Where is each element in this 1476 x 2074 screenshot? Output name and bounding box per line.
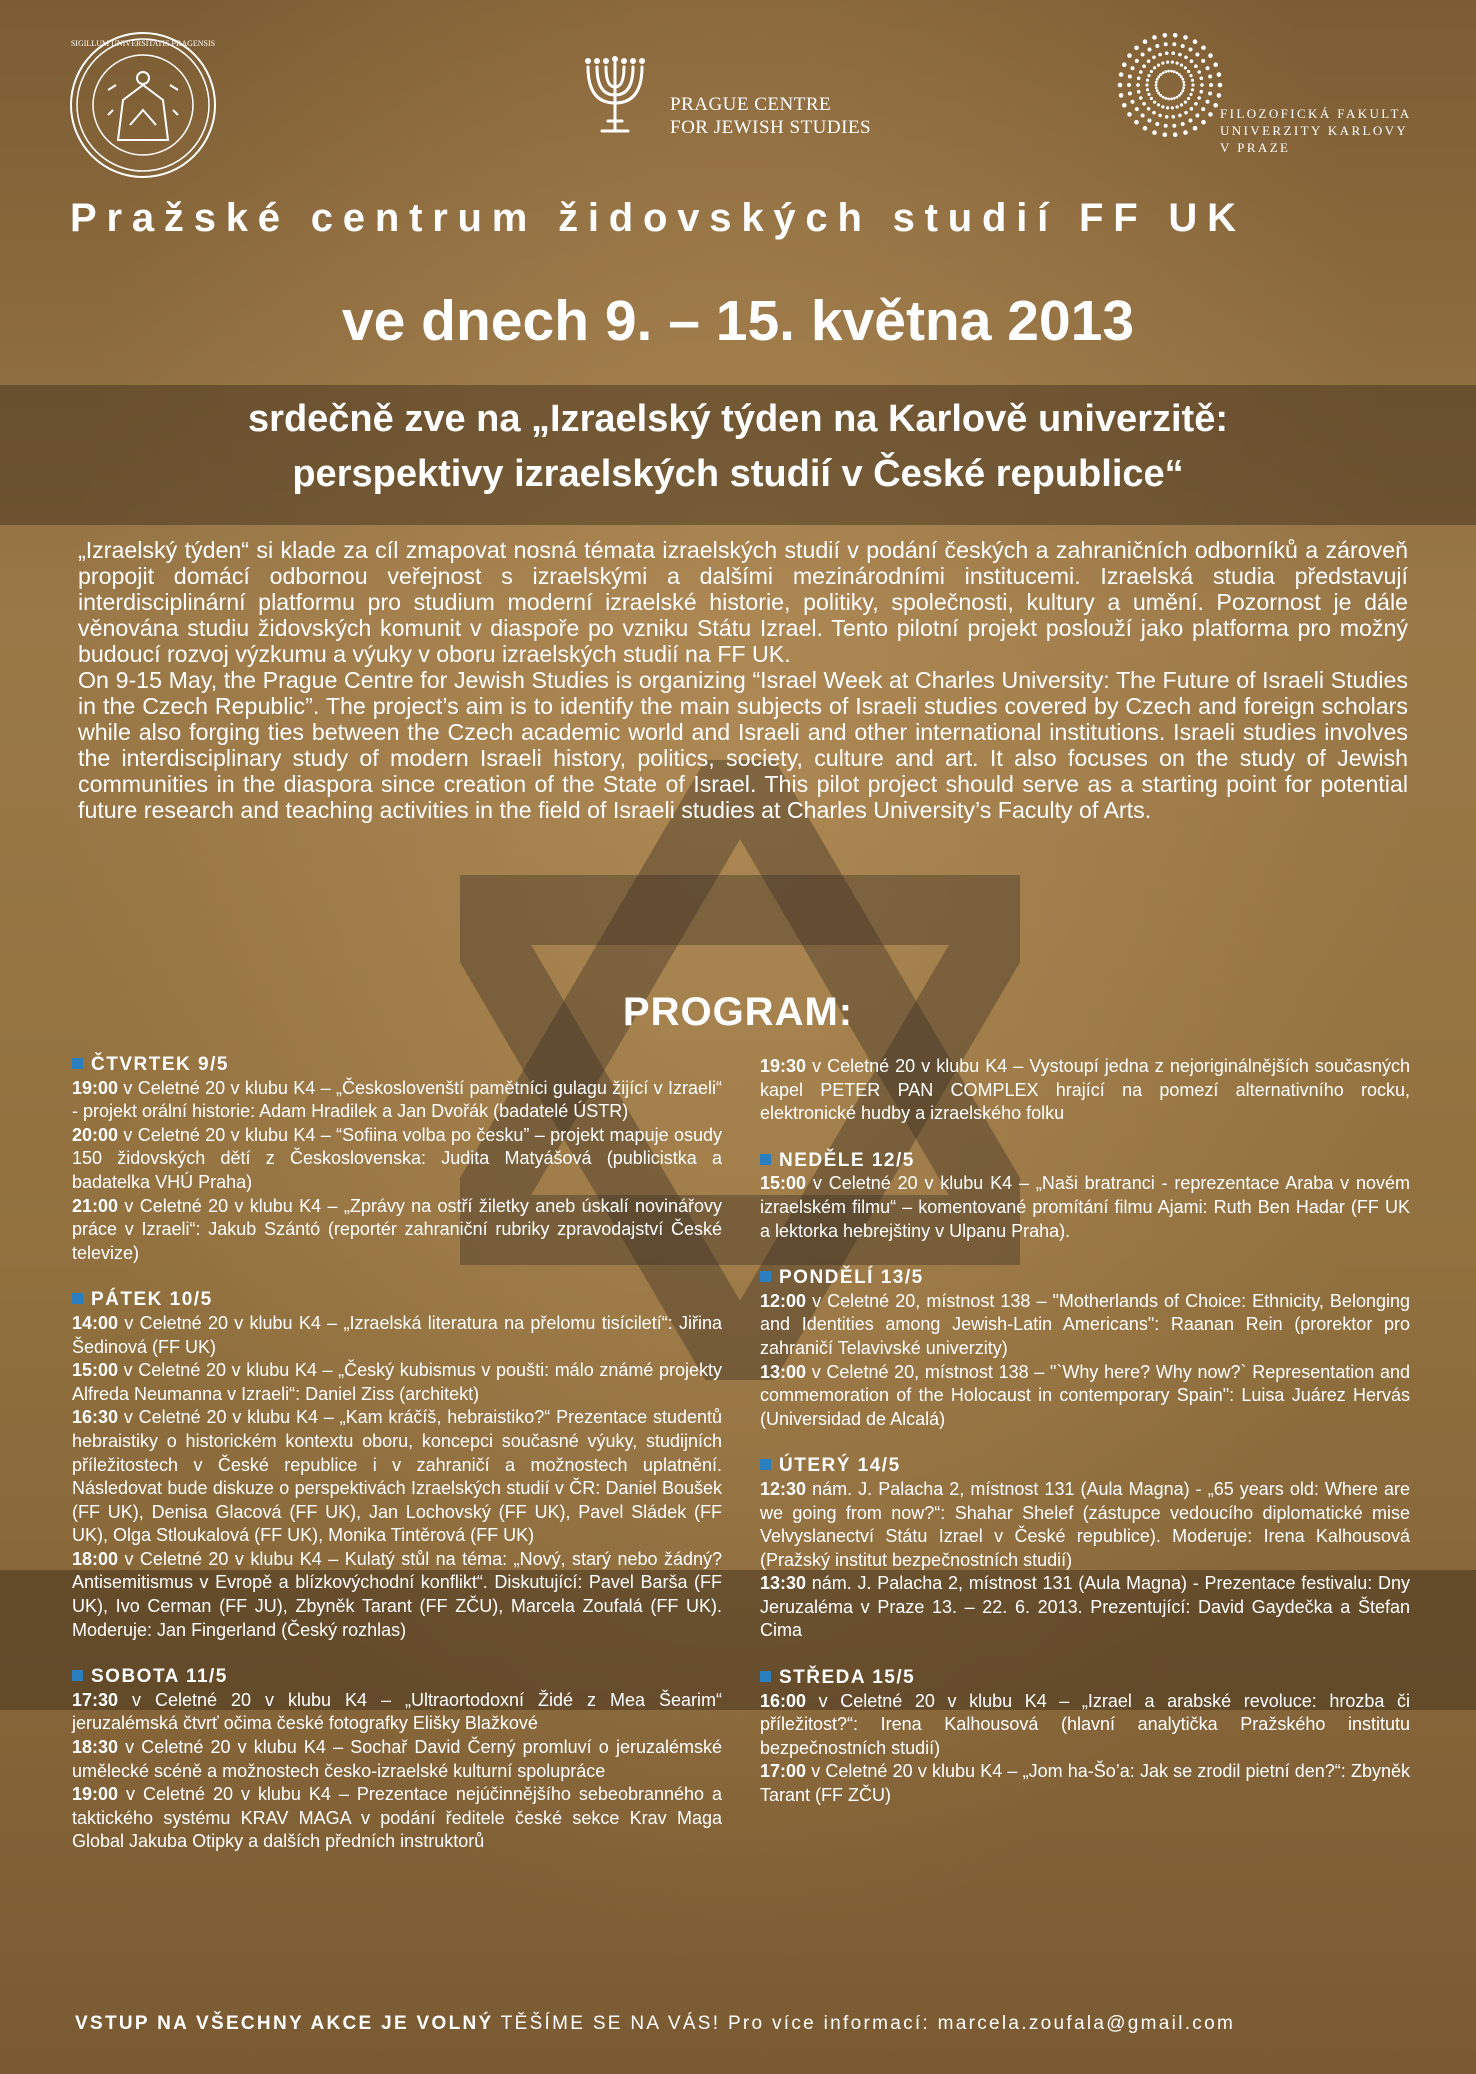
logo-dot xyxy=(1157,75,1160,78)
square-bullet-icon xyxy=(72,1293,83,1304)
program-event: 13:00 v Celetné 20, místnost 138 – "`Why here? Why now?` Representation and commemoration of the Holocaust in contemporary Spain": Luisa Juárez Hervás (Universidad de Alcalá) xyxy=(760,1361,1410,1429)
logo-dot xyxy=(1194,102,1198,106)
logo-dot xyxy=(1147,93,1150,96)
logo-dot xyxy=(1155,44,1159,48)
logo-dot xyxy=(1197,70,1201,74)
footer-free-entry: VSTUP NA VŠECHNY AKCE JE VOLNÝ xyxy=(75,2013,494,2034)
logo-dot xyxy=(1166,61,1169,64)
logo-dot xyxy=(1193,39,1198,44)
logo-dot xyxy=(1197,96,1201,100)
logo-dot xyxy=(1176,72,1179,75)
logo-dot xyxy=(1182,81,1185,84)
logo-dot xyxy=(1139,96,1143,100)
logo-dot xyxy=(1122,62,1127,67)
logo-dot xyxy=(1128,75,1132,79)
logo-dot xyxy=(1163,132,1168,137)
logo-dot xyxy=(1119,93,1124,98)
logo-dot xyxy=(1191,79,1194,82)
logo-dot xyxy=(1217,72,1222,77)
invite-title-line-2: perspektivy izraelských studií v České republice“ xyxy=(292,453,1184,495)
logo-dot xyxy=(1156,89,1159,92)
logo-dot xyxy=(1164,70,1167,73)
program-event: 19:00 v Celetné 20 v klubu K4 – „Českoslovenští pamětníci gulagu žijící v Izraeli“ - projekt orální historie: Adam Hradilek a Jan Dvořák (badatelé ÚSTR) xyxy=(72,1077,722,1122)
logo-dot xyxy=(1208,112,1213,117)
logo-dot xyxy=(1181,122,1185,126)
logo-dot xyxy=(1182,87,1185,90)
logo-dot xyxy=(1187,70,1190,73)
day-heading-saturday: SOBOTA 11/5 xyxy=(72,1665,722,1689)
logo-dot xyxy=(1180,92,1183,95)
program-title: PROGRAM: xyxy=(622,990,854,1034)
logo-dot xyxy=(1155,122,1159,126)
ff-logo-text xyxy=(1220,105,1412,156)
invite-title-line-1: srdečně zve na „Izraelský týden na Karlově univerzitě: xyxy=(248,398,1228,440)
logo-dot xyxy=(1147,74,1150,77)
logo-dot xyxy=(1195,53,1199,57)
logo-dot xyxy=(1157,103,1160,106)
logo-dot xyxy=(1146,79,1149,82)
square-bullet-icon xyxy=(760,1671,771,1682)
logo-dot xyxy=(1183,35,1188,40)
logo-dot xyxy=(1184,101,1187,104)
logo-dot xyxy=(1184,56,1188,60)
logo-dot xyxy=(1148,119,1152,123)
intro-english: On 9-15 May, the Prague Centre for Jewish Studies is organizing “Israel Week at Charles University: The Future of Israeli Studies in the Czech Republic”. The project’s aim is to identify the main subjects of Israeli studies covered by Czech and foreign scholars while also forging ties between the Czech academic world and Israeli and other international institutions. Israeli studies involves the interdisciplinary study of modern Israeli history, politics, society, culture and art. It also focuses on the study of Jewish communities in the diaspora since creation of the State of Israel. This pilot project should serve as a starting point for potential future research and teaching activities in the field of Israeli studies at Charles University’s Faculty of Arts. xyxy=(78,667,1408,823)
invite-title xyxy=(40,392,1436,502)
logo-dot xyxy=(1127,83,1131,87)
program-event: 15:00 v Celetné 20 v klubu K4 – „Naši bratranci - reprezentace Araba v novém izraelském filmu“ – komentované promítání filmu Ajami: Ruth Ben Hadar (FF UK a lektorka hebrejštiny v Ulpanu Praha). xyxy=(760,1173,1410,1241)
logo-dot xyxy=(1134,46,1139,51)
logo-dot xyxy=(1153,66,1156,69)
day-heading-friday: PÁTEK 10/5 xyxy=(72,1288,722,1312)
logo-dot xyxy=(1166,106,1169,109)
logo-dot xyxy=(1213,103,1218,108)
logo-dot xyxy=(1147,107,1151,111)
logo-dot xyxy=(1200,77,1204,81)
logo-dot xyxy=(1172,51,1176,55)
logo-dot xyxy=(1176,105,1179,108)
day-heading-tuesday: ÚTERÝ 14/5 xyxy=(760,1454,1410,1478)
logo-dot xyxy=(1150,97,1153,100)
logo-dot xyxy=(1173,97,1176,100)
logo-dot xyxy=(1156,78,1159,81)
logo-dot xyxy=(1201,120,1206,125)
program-event: 15:00 v Celetné 20 v klubu K4 – „Český kubismus v poušti: málo známé projekty Alfreda Neumanna v Izraeli“: Daniel Ziss (architekt) xyxy=(72,1360,722,1404)
logo-dot xyxy=(1190,107,1194,111)
day-heading-monday: PONDĚLÍ 13/5 xyxy=(760,1266,1410,1290)
logo-dot xyxy=(1173,132,1178,137)
logo-dot xyxy=(1178,94,1181,97)
logo-dot xyxy=(1152,35,1157,40)
logo-dot xyxy=(1170,70,1173,73)
program-event: 19:30 v Celetné 20 v klubu K4 – Vystoupí jedna z nejoriginálnějších současných kapel PETER PAN COMPLEX hrající na pomezí alternativního rocku, elektronické hudby a izraelského folku xyxy=(760,1056,1410,1124)
logo-dot xyxy=(1165,115,1169,119)
logo-dot xyxy=(1194,64,1198,68)
logo-dot xyxy=(1118,83,1123,88)
logo-dot xyxy=(1162,96,1165,99)
logo-dot xyxy=(1187,97,1190,100)
logo-dot xyxy=(1135,59,1139,63)
logo-dot xyxy=(1134,120,1139,125)
program-event: 21:00 v Celetné 20 v klubu K4 – „Zprávy na ostří žiletky aneb úskalí novinářovy práce v Izraeli“: Jakub Szántó (reportér zahraniční rubriky zpravodajství České televize) xyxy=(72,1195,722,1263)
logo-dot xyxy=(1142,64,1146,68)
program-event: 18:00 v Celetné 20 v klubu K4 – Kulatý stůl na téma: „Nový, starý nebo žádný? Antisemitismus v Evropě a blízkovýchodní konflikt“. Diskutující: Pavel Barša (FF UK), Ivo Cerman (FF JU), Zbyněk Tarant (FF ZČU), Marcela Zoufalá (FF UK). Moderuje: Jan Fingerland (Český rozhlas) xyxy=(72,1548,722,1640)
logo-dot xyxy=(1158,53,1162,57)
logo-dot xyxy=(1184,111,1188,115)
logo-dot xyxy=(1137,90,1141,94)
logo-dot xyxy=(1173,70,1176,73)
logo-dot xyxy=(1195,114,1199,118)
logo-dot xyxy=(1153,101,1156,104)
logo-dot xyxy=(1200,90,1204,94)
logo-dot xyxy=(1213,62,1218,67)
date-title: ve dnech 9. – 15. května 2013 xyxy=(341,289,1135,353)
program-column-right xyxy=(760,1055,1410,1808)
logo-dot xyxy=(1201,107,1205,111)
program-event: 19:00 v Celetné 20 v klubu K4 – Prezentace nejúčinnějšího sebeobranného a taktického systému KRAV MAGA v podání ředitele české sekce Krav Maga Global Jakuba Otipky a dalších předních instruktorů xyxy=(72,1784,722,1852)
logo-dot xyxy=(1171,61,1174,64)
ff-logo-line-1: FILOZOFICKÁ FAKULTA xyxy=(1220,106,1412,121)
square-bullet-icon xyxy=(760,1271,771,1282)
program-event: 17:00 v Celetné 20 v klubu K4 – „Jom ha-Šo’a: Jak se zrodil pietní den?“: Zbyněk Tarant (FF ZČU) xyxy=(760,1761,1410,1806)
program-event: 20:00 v Celetné 20 v klubu K4 – “Sofiina volba po česku” – projekt mapuje osudy 150 židovských dětí z Československa: Judita Matyášová (publicistka a badatelka VHÚ Praha) xyxy=(72,1124,722,1192)
radiating-dots-icon xyxy=(1115,30,1225,140)
logo-dot xyxy=(1165,51,1169,55)
logo-dot xyxy=(1171,106,1174,109)
logo-dot xyxy=(1190,59,1194,63)
logo-dot xyxy=(1146,88,1149,91)
logo-dot xyxy=(1167,70,1170,73)
logo-dot xyxy=(1136,83,1140,87)
square-bullet-icon xyxy=(760,1154,771,1165)
logo-dot xyxy=(1178,73,1181,76)
logo-dot xyxy=(1135,107,1139,111)
logo-dot xyxy=(1193,126,1198,131)
logo-dot xyxy=(1208,92,1212,96)
logo-dot xyxy=(1206,66,1210,70)
program-column-left xyxy=(72,1053,722,1854)
logo-dot xyxy=(1178,53,1182,57)
logo-dot xyxy=(1143,39,1148,44)
logo-dot xyxy=(1152,130,1157,135)
footer xyxy=(75,2013,1415,2035)
logo-dot xyxy=(1172,124,1176,128)
pcjs-logo-text xyxy=(670,93,871,139)
logo-dot xyxy=(1141,114,1145,118)
program-event: 18:30 v Celetné 20 v klubu K4 – Sochař David Černý promluví o jeruzalémské umělecké scéně a možnostech česko-izraelské kulturní spolupráce xyxy=(72,1737,722,1781)
logo-dot xyxy=(1142,102,1146,106)
logo-dot xyxy=(1176,96,1179,99)
logo-dot xyxy=(1131,100,1135,104)
program-event: 16:30 v Celetné 20 v klubu K4 – „Kam kráčíš, hebraistiko?“ Prezentace studentů hebraistiky o historickém kontextu oboru, koncepci současné výuky, studijních příležitostech v České republice i v zahraničí a možnostech uplatnění. Následovat bude diskuze o perspektivách Izraelských studií v ČR: Daniel Boušek (FF UK), Denisa Glacová (FF UK), Jan Lochovský (FF UK), Pavel Sládek (FF UK), Olga Stloukalová (FF UK), Monika Tintěrová (FF UK) xyxy=(72,1407,722,1546)
intro-czech: „Izraelský týden“ si klade za cíl zmapovat nosná témata izraelských studií v podání českých a zahraničních odborníků a zároveň propojit domácí odbornou veřejnost s izraelskými a dalšími mezinárodními institucemi. Izraelská studia představují interdisciplinární platformu pro studium moderní izraelské historie, politiky, společnosti, kultury a umění. Pozornost je dále věnována studiu židovských komunit v diaspoře po vzniku Státu Izrael. Tento pilotní projekt poslouží jako platforma pro možný budoucí rozvoj výzkumu a výuky v oboru izraelských studií na FF UK. xyxy=(78,537,1408,667)
day-heading-sunday: NEDĚLE 12/5 xyxy=(760,1149,1410,1173)
logo-dot xyxy=(1176,62,1179,65)
logo-dot xyxy=(1208,53,1213,58)
logo-dot xyxy=(1157,92,1160,95)
logo-dot xyxy=(1189,74,1192,77)
logo-dot xyxy=(1181,44,1185,48)
logo-dot xyxy=(1183,84,1186,87)
logo-dot xyxy=(1191,88,1194,91)
ff-uk-logo xyxy=(1115,30,1445,160)
logo-dot xyxy=(1184,66,1187,69)
logo-dot xyxy=(1131,66,1135,70)
logo-dot xyxy=(1127,53,1132,58)
logo-dot xyxy=(1155,81,1158,84)
logo-dot xyxy=(1164,124,1168,128)
logo-dot xyxy=(1172,42,1176,46)
logo-dot xyxy=(1173,33,1178,38)
logo-dot xyxy=(1161,105,1164,108)
logo-dot xyxy=(1128,92,1132,96)
logo-dot xyxy=(1201,46,1206,51)
logo-dot xyxy=(1217,93,1222,98)
pcjs-logo xyxy=(580,55,920,145)
logo-dot xyxy=(1139,70,1143,74)
program-event: 17:30 v Celetné 20 v klubu K4 – „Ultraortodoxní Židé z Mea Šearim“ jeruzalémská čtvrť očima české fotografky Elišky Blažkové xyxy=(72,1689,722,1734)
centre-title: Pražské centrum židovských studií FF UK xyxy=(70,196,1246,240)
day-heading-thursday: ČTVRTEK 9/5 xyxy=(72,1053,722,1077)
logo-dot xyxy=(1147,59,1151,63)
logo-dot xyxy=(1180,64,1183,67)
logo-dot xyxy=(1161,62,1164,65)
logo-dot xyxy=(1189,93,1192,96)
ff-logo-line-2: UNIVERZITY KARLOVY xyxy=(1220,123,1409,138)
logo-dot xyxy=(1152,56,1156,60)
square-bullet-icon xyxy=(760,1459,771,1470)
university-seal-icon xyxy=(68,30,218,180)
logo-dot xyxy=(1181,78,1184,81)
logo-dot xyxy=(1122,103,1127,108)
logo-dot xyxy=(1143,126,1148,131)
logo-dot xyxy=(1178,114,1182,118)
logo-dot xyxy=(1180,103,1183,106)
logo-dot xyxy=(1167,98,1170,101)
menorah-icon xyxy=(580,55,650,139)
logo-dot xyxy=(1163,33,1168,38)
logo-dot xyxy=(1170,98,1173,101)
logo-dot xyxy=(1148,48,1152,52)
logo-dot xyxy=(1159,94,1162,97)
logo-dot xyxy=(1137,77,1141,81)
logo-dot xyxy=(1164,97,1167,100)
program-event: 13:30 nám. J. Palacha 2, místnost 131 (Aula Magna) - Prezentace festivalu: Dny Jeruzaléma v Praze 13. – 22. 6. 2013. Prezentující: David Gaydečka a Štefan Cima xyxy=(760,1573,1410,1641)
logo-dot xyxy=(1127,112,1132,117)
logo-dot xyxy=(1119,72,1124,77)
logo-dot xyxy=(1181,89,1184,92)
seal-text: SIGILLUM UNIVERSITATIS PRAGENSIS xyxy=(70,39,216,48)
logo-dot xyxy=(1189,48,1193,52)
logo-dot xyxy=(1159,73,1162,76)
logo-dot xyxy=(1189,119,1193,123)
program-event: 12:30 nám. J. Palacha 2, místnost 131 (Aula Magna) - „65 years old: Where are we going from now?“: Shahar Shelef (zástupce vedoucího diplomatické mise Velvyslanectví Státu Izrael v České republice). Moderuje: Irena Kalhousová (Pražský institut bezpečnostních studií) xyxy=(760,1478,1410,1570)
logo-dot xyxy=(1201,59,1205,63)
logo-dot xyxy=(1172,115,1176,119)
logo-dot xyxy=(1191,83,1194,86)
program-event: 16:00 v Celetné 20 v klubu K4 – „Izrael a arabské revoluce: hrozba či příležitost?“: Irena Kalhousová (hlavní analytička Pražského institutu bezpečnostních studií) xyxy=(760,1690,1410,1758)
logo-dot xyxy=(1150,70,1153,73)
logo-dot xyxy=(1180,75,1183,78)
ff-logo-line-3: V PRAZE xyxy=(1220,140,1291,155)
logo-dot xyxy=(1157,64,1160,67)
program-event: 12:00 v Celetné 20, místnost 138 – "Motherlands of Choice: Ethnicity, Belonging and Identities among Jewish-Latin Americans": Raanan Rein (prorektor pro zahraničí Telavivské univerzity) xyxy=(760,1290,1410,1358)
square-bullet-icon xyxy=(72,1058,83,1069)
logo-dot xyxy=(1162,72,1165,75)
pcjs-logo-line-2: FOR JEWISH STUDIES xyxy=(670,117,872,138)
square-bullet-icon xyxy=(72,1670,83,1681)
logo-dot xyxy=(1145,83,1148,86)
logo-dot xyxy=(1141,53,1145,57)
footer-contact: TĚŠÍME SE NA VÁS! Pro více informací: marcela.zoufala@gmail.com xyxy=(493,2013,1236,2034)
logo-dot xyxy=(1206,100,1210,104)
logo-dot xyxy=(1152,111,1156,115)
day-heading-wednesday: STŘEDA 15/5 xyxy=(760,1666,1410,1690)
logo-dot xyxy=(1183,130,1188,135)
logo-dot xyxy=(1218,83,1223,88)
pcjs-logo-line-1: PRAGUE CENTRE xyxy=(670,94,832,115)
logo-dot xyxy=(1209,83,1213,87)
logo-dot xyxy=(1155,84,1158,87)
logo-dot xyxy=(1158,114,1162,118)
logo-dot xyxy=(1164,42,1168,46)
intro-text xyxy=(78,537,1408,823)
logo-dot xyxy=(1200,83,1204,87)
logo-dot xyxy=(1155,87,1158,90)
program-event: 14:00 v Celetné 20 v klubu K4 – „Izraelská literatura na přelomu tisíciletí“: Jiřina Šedinová (FF UK) xyxy=(72,1312,722,1357)
logo-dot xyxy=(1208,75,1212,79)
